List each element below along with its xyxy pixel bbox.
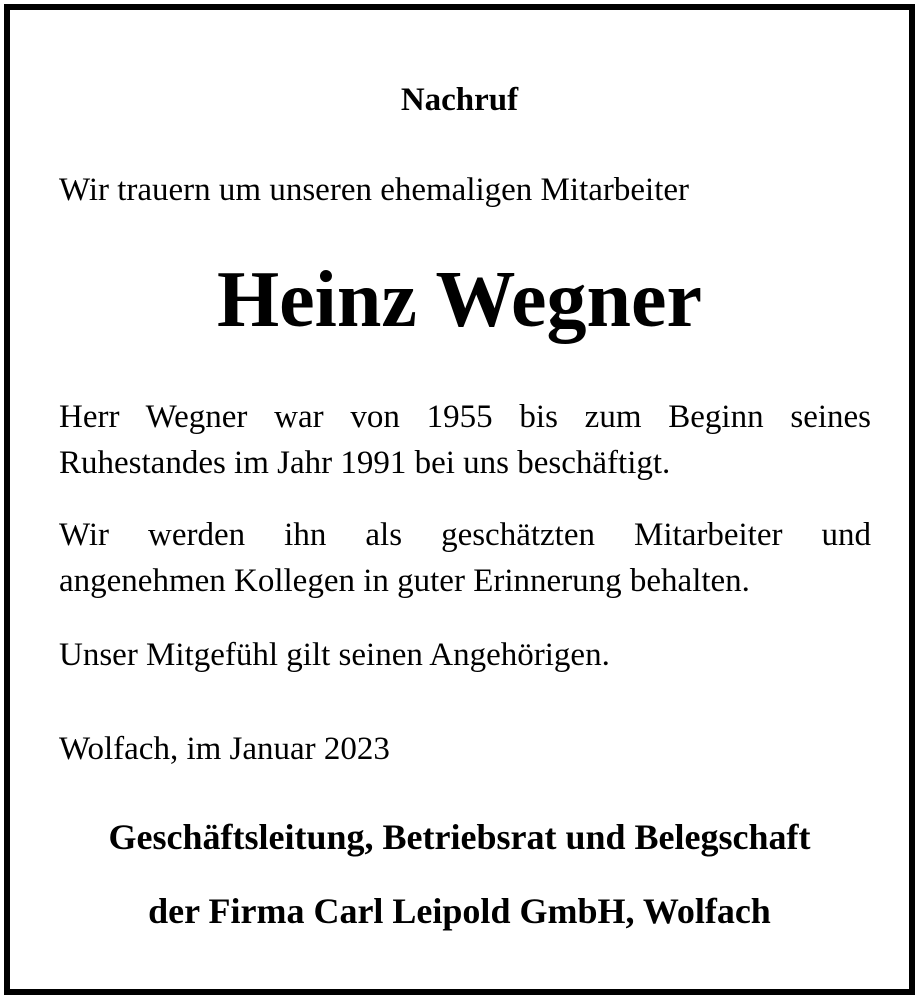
remembrance-line-1: Wir werden ihn als geschätzten Mitarbeiter und <box>59 517 871 553</box>
deceased-name: Heinz Wegner <box>216 256 703 344</box>
signature-line-2: der Firma Carl Leipold GmbH, Wolfach <box>148 891 771 931</box>
employment-line-1: Herr Wegner war von 1955 bis zum Beginn seines <box>59 399 871 435</box>
employment-paragraph <box>59 394 871 486</box>
remembrance-paragraph <box>59 512 871 604</box>
signature-line-1: Geschäftsleitung, Betriebsrat und Belegschaft <box>108 817 811 857</box>
employment-line-2: Ruhestandes im Jahr 1991 bei uns beschäftigt. <box>59 445 671 481</box>
notice-heading: Nachruf <box>400 82 519 118</box>
intro-text: Wir trauern um unseren ehemaligen Mitarbeiter <box>59 172 689 208</box>
remembrance-line-2: angenehmen Kollegen in guter Erinnerung behalten. <box>59 563 750 599</box>
condolence-text: Unser Mitgefühl gilt seinen Angehörigen. <box>59 637 610 673</box>
obituary-frame <box>4 4 915 995</box>
place-date: Wolfach, im Januar 2023 <box>59 731 390 767</box>
